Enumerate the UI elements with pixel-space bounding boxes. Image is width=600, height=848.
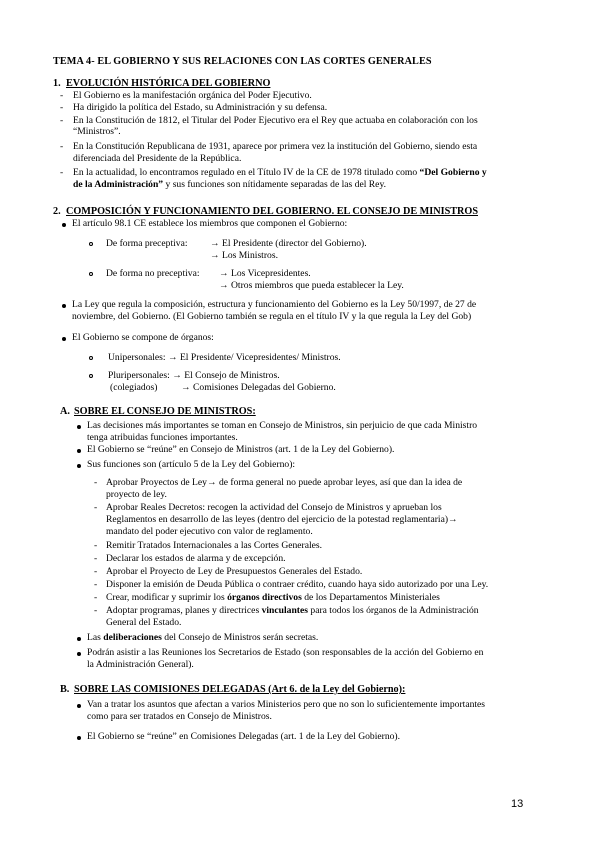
list-item: La Ley que regula la composición, estructura y funcionamiento del Gobierno es la Ley 50/1997, de 27 de: [72, 299, 477, 310]
preceptive-item: → Los Ministros.: [210, 250, 278, 261]
bullet-dot: [77, 425, 81, 429]
list-item-continuation: noviembre, del Gobierno. (El Gobierno también se regula en el título IV y la que regula la Ley del Gob): [72, 311, 472, 322]
list-item: El Gobierno se compone de órganos:: [72, 332, 214, 343]
list-item-continuation: “Ministros”.: [73, 126, 121, 137]
dash-bullet: -: [94, 592, 98, 603]
bullet-dot: [62, 223, 66, 227]
dash-bullet: -: [60, 102, 64, 113]
organ-colegiados-label: (colegiados): [110, 382, 158, 393]
function-item-continuation: General del Estado.: [106, 617, 182, 628]
list-item: Las deliberaciones del Consejo de Ministros serán secretas.: [87, 632, 319, 643]
subsection-a-heading: SOBRE EL CONSEJO DE MINISTROS:: [74, 406, 256, 417]
dash-bullet: -: [60, 90, 64, 101]
list-item: El Gobierno se “reúne” en Comisiones Delegadas (art. 1 de la Ley del Gobierno).: [87, 731, 401, 742]
bullet-dot: [77, 637, 81, 641]
dash-bullet: -: [94, 502, 98, 513]
list-item-continuation: diferenciada del Presidente de la República.: [73, 153, 242, 164]
function-item: Aprobar el Proyecto de Ley de Presupuestos Generales del Estado.: [106, 566, 363, 577]
section-1-number: 1.: [53, 78, 61, 89]
bullet-circle: [89, 374, 93, 378]
bullet-circle: [89, 272, 93, 276]
list-item: Van a tratar los asuntos que afectan a varios Ministerios pero que no son lo suficientemente importantes: [87, 699, 486, 710]
non-preceptive-item: → Los Vicepresidentes.: [219, 268, 311, 279]
section-2-heading: COMPOSICIÓN Y FUNCIONAMIENTO DEL GOBIERNO. EL CONSEJO DE MINISTROS: [66, 206, 478, 217]
dash-bullet: -: [94, 540, 98, 551]
function-item-continuation: Reglamentos en desarrollo de las leyes (dentro del ejercicio de la potestad reglamentaria)→: [106, 514, 458, 525]
bullet-dot: [62, 304, 66, 308]
list-item: El Gobierno se “reúne” en Consejo de Ministros (art. 1 de la Ley del Gobierno).: [87, 444, 395, 455]
bullet-dot: [77, 736, 81, 740]
list-item: Sus funciones son (artículo 5 de la Ley del Gobierno):: [87, 459, 296, 470]
function-item: Aprobar Proyectos de Ley→ de forma general no puede aprobar leyes, así que dan la idea de: [106, 477, 463, 488]
page-number: 13: [511, 798, 524, 810]
subsection-b-heading: SOBRE LAS COMISIONES DELEGADAS (Art 6. de la Ley del Gobierno):: [74, 684, 406, 695]
organ-colegiados-item: → Comisiones Delegadas del Gobierno.: [181, 382, 336, 393]
list-item: Ha dirigido la política del Estado, su Administración y su defensa.: [73, 102, 328, 113]
subsection-b-number: B.: [60, 684, 70, 695]
bullet-circle: [89, 356, 93, 360]
list-item: En la Constitución de 1812, el Titular del Poder Ejecutivo era el Rey que actuaba en colaboración con los: [73, 115, 478, 126]
list-item: Podrán asistir a las Reuniones los Secretarios de Estado (son responsables de la acción del Gobierno en: [87, 647, 484, 658]
dash-bullet: -: [60, 141, 64, 152]
preceptive-item: → El Presidente (director del Gobierno).: [210, 238, 367, 249]
list-item-continuation: la Administración General).: [87, 659, 194, 670]
non-preceptive-item: → Otros miembros que pueda establecer la Ley.: [219, 280, 404, 291]
function-item: Adoptar programas, planes y directrices vinculantes para todos los órganos de la Administración: [106, 605, 479, 616]
list-item: En la actualidad, lo encontramos regulado en el Título IV de la CE de 1978 titulado como “Del Gobierno y: [73, 167, 487, 178]
section-2-number: 2.: [53, 206, 61, 217]
list-item-continuation: tenga atribuidas funciones importantes.: [87, 432, 238, 443]
document-title: TEMA 4- EL GOBIERNO Y SUS RELACIONES CON LAS CORTES GENERALES: [53, 56, 432, 67]
subsection-a-number: A.: [60, 406, 70, 417]
function-item: Crear, modificar y suprimir los órganos directivos de los Departamentos Ministeriales: [106, 592, 440, 603]
function-item-continuation: proyecto de ley.: [106, 489, 167, 500]
list-item: En la Constitución Republicana de 1931, aparece por primera vez la institución del Gobierno, siendo esta: [73, 141, 478, 152]
list-item: El Gobierno es la manifestación orgánica del Poder Ejecutivo.: [73, 90, 312, 101]
function-item: Disponer la emisión de Deuda Pública o contraer crédito, cuando haya sido autorizado por una Ley.: [106, 579, 489, 590]
list-item: Las decisiones más importantes se toman en Consejo de Ministros, sin perjuicio de que cada Ministro: [87, 420, 478, 431]
bullet-circle: [89, 242, 93, 246]
preceptive-label: De forma preceptiva:: [106, 238, 188, 249]
bullet-dot: [77, 652, 81, 656]
list-item: El artículo 98.1 CE establece los miembros que componen el Gobierno:: [72, 218, 348, 229]
bullet-dot: [77, 449, 81, 453]
dash-bullet: -: [94, 579, 98, 590]
non-preceptive-label: De forma no preceptiva:: [106, 268, 200, 279]
dash-bullet: -: [60, 167, 64, 178]
dash-bullet: -: [94, 605, 98, 616]
function-item: Remitir Tratados Internacionales a las Cortes Generales.: [106, 540, 323, 551]
function-item: Aprobar Reales Decretos: recogen la actividad del Consejo de Ministros y aprueban los: [106, 502, 442, 513]
list-item-continuation: como para ser tratados en Consejo de Ministros.: [87, 711, 272, 722]
section-1-heading: EVOLUCIÓN HISTÓRICA DEL GOBIERNO: [66, 78, 271, 89]
organ-pluripersonal: Pluripersonales: → El Consejo de Ministros.: [108, 370, 280, 381]
bullet-dot: [62, 337, 66, 341]
function-item-continuation: mandato del poder ejecutivo con valor de reglamento.: [106, 526, 313, 537]
dash-bullet: -: [94, 477, 98, 488]
dash-bullet: -: [94, 553, 98, 564]
bullet-dot: [77, 464, 81, 468]
dash-bullet: -: [94, 566, 98, 577]
organ-unipersonal: Unipersonales: → El Presidente/ Vicepresidentes/ Ministros.: [108, 352, 341, 363]
function-item: Declarar los estados de alarma y de excepción.: [106, 553, 286, 564]
bullet-dot: [77, 704, 81, 708]
dash-bullet: -: [60, 115, 64, 126]
list-item-continuation: de la Administración” y sus funciones son nítidamente separadas de las del Rey.: [73, 179, 387, 190]
